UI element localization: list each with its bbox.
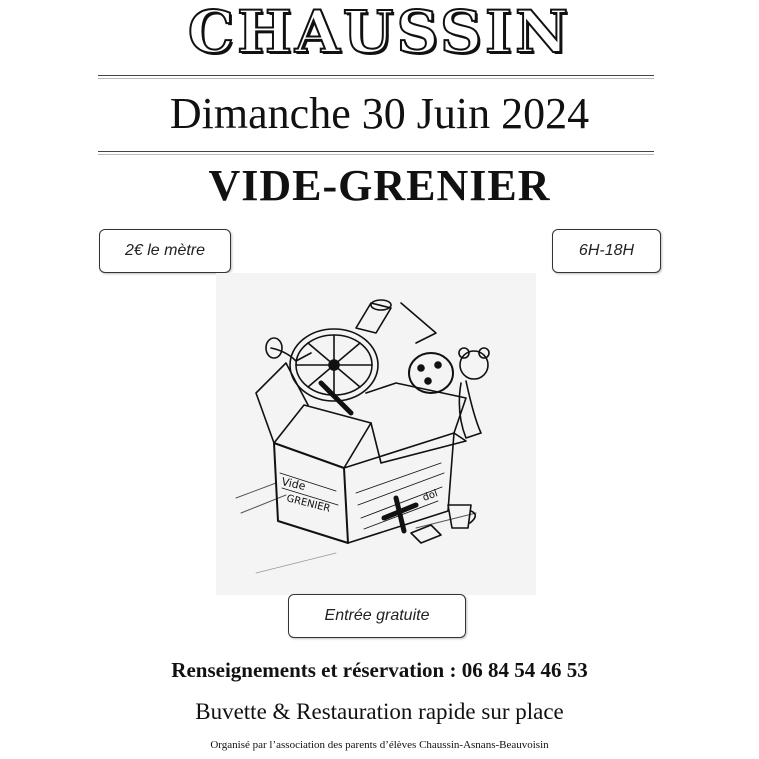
entry-badge — [288, 594, 466, 638]
event-date: Dimanche 30 Juin 2024 — [169, 89, 590, 138]
event-title: VIDE-GRENIER — [208, 161, 551, 210]
box-text-grenier: GRENIER — [285, 493, 332, 515]
artist-signature: dol — [421, 488, 440, 504]
flea-market-illustration — [216, 273, 536, 595]
price-label: 2€ le mètre — [124, 242, 206, 259]
top-divider — [98, 75, 654, 76]
organizer-credit: Organisé par l’association des parents d’élèves Chaussin-Asnans-Beauvoisin — [210, 739, 549, 751]
hours-badge — [552, 229, 661, 273]
middle-divider — [98, 151, 654, 152]
refreshments-info: Buvette & Restauration rapide sur place — [195, 699, 564, 724]
hours-label: 6H-18H — [578, 242, 635, 259]
top-divider-shadow — [98, 78, 654, 79]
middle-divider-shadow — [98, 154, 654, 155]
town-title: CHAUSSIN — [187, 0, 572, 66]
box-text-vide: Vide — [280, 475, 307, 493]
price-badge — [99, 229, 231, 273]
entry-label: Entrée gratuite — [324, 607, 430, 624]
reservation-info: Renseignements et réservation : 06 84 54 46 53 — [171, 658, 588, 682]
